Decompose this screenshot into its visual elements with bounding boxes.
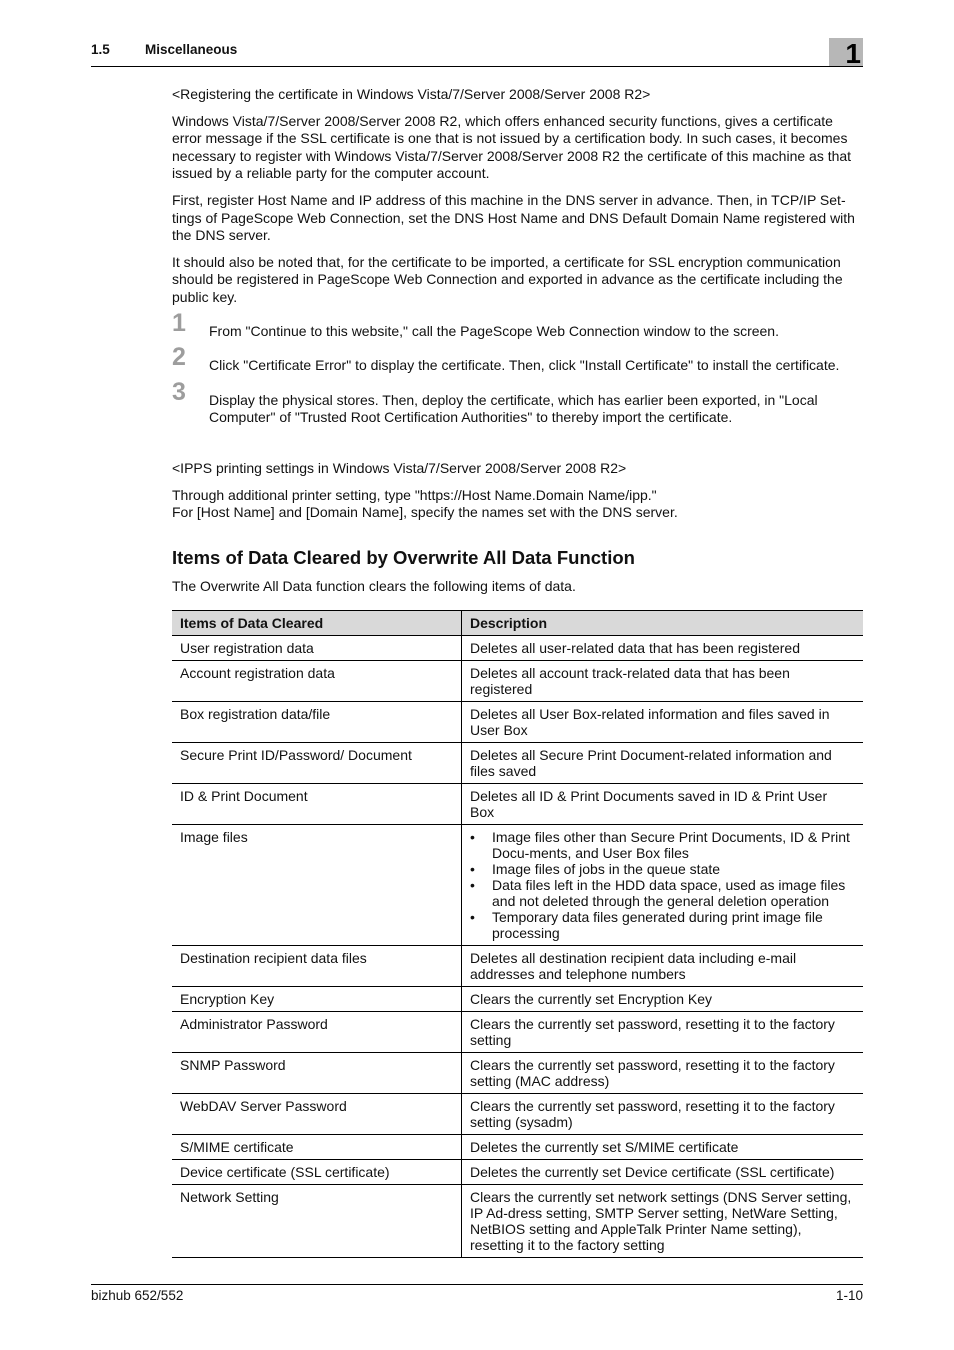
- description-cell: Clears the currently set password, resetting it to the factory setting (MAC address): [462, 1053, 864, 1094]
- table-row: [172, 825, 863, 946]
- item-cell: User registration data: [172, 636, 462, 661]
- bullet-list: [470, 829, 855, 941]
- overwrite-intro: The Overwrite All Data function clears the following items of data.: [172, 577, 576, 594]
- step-number: 3: [172, 377, 186, 406]
- item-cell: S/MIME certificate: [172, 1135, 462, 1160]
- step-text: From "Continue to this website," call the PageScope Web Connection window to the screen.: [209, 322, 779, 339]
- item-cell: SNMP Password: [172, 1053, 462, 1094]
- table-row: [172, 784, 863, 825]
- section-title: Miscellaneous: [145, 42, 238, 57]
- description-cell: [462, 825, 864, 946]
- bullet-text: Data files left in the HDD data space, used as image files and not deleted through the general deletion operation: [492, 877, 846, 910]
- model-name: bizhub 652/552: [91, 1288, 184, 1303]
- cert-heading: <Registering the certificate in Windows Vista/7/Server 2008/Server 2008 R2>: [172, 86, 651, 102]
- description-cell: Clears the currently set Encryption Key: [462, 987, 864, 1012]
- table-header-row: [172, 611, 863, 636]
- bullet-item: [470, 877, 855, 909]
- table-row: [172, 1185, 863, 1258]
- table-row: [172, 987, 863, 1012]
- step-1: [172, 308, 864, 341]
- table-row: [172, 946, 863, 987]
- page-header: [91, 40, 863, 67]
- item-cell: Image files: [172, 825, 462, 946]
- ipps-line-1: Through additional printer setting, type "https://Host Name.Domain Name/ipp.": [172, 486, 657, 503]
- description-cell: Deletes the currently set S/MIME certificate: [462, 1135, 864, 1160]
- description-cell: Deletes all destination recipient data including e-mail addresses and telephone numbers: [462, 946, 864, 987]
- bullet-icon: •: [470, 861, 475, 878]
- table-row: [172, 1012, 863, 1053]
- bullet-text: Image files of jobs in the queue state: [492, 861, 721, 878]
- description-cell: Clears the currently set network settings (DNS Server setting, IP Ad-dress setting, SMTP Server setting, NetWare Setting, NetBIOS setting and AppleTalk Printer Name setting), resetting it to the factory setting: [462, 1185, 864, 1258]
- bullet-icon: •: [470, 829, 475, 846]
- step-text: Click "Certificate Error" to display the certificate. Then, click "Install Certificate" to install the certificate.: [209, 357, 840, 374]
- description-cell: Clears the currently set password, resetting it to the factory setting: [462, 1012, 864, 1053]
- step-2: [172, 343, 864, 375]
- item-cell: Encryption Key: [172, 987, 462, 1012]
- table-row: [172, 702, 863, 743]
- item-cell: Destination recipient data files: [172, 946, 462, 987]
- data-cleared-table: [172, 610, 863, 1258]
- table-row: [172, 1053, 863, 1094]
- item-cell: ID & Print Document: [172, 784, 462, 825]
- item-cell: Network Setting: [172, 1185, 462, 1258]
- description-cell: Deletes all ID & Print Documents saved in ID & Print User Box: [462, 784, 864, 825]
- item-cell: Account registration data: [172, 661, 462, 702]
- column-header-items: Items of Data Cleared: [172, 611, 462, 636]
- step-number: 2: [172, 343, 186, 372]
- ipps-heading: <IPPS printing settings in Windows Vista/7/Server 2008/Server 2008 R2>: [172, 459, 627, 476]
- table-row: [172, 1160, 863, 1185]
- ipps-line-2: For [Host Name] and [Domain Name], specify the names set with the DNS server.: [172, 504, 678, 521]
- table-row: [172, 1135, 863, 1160]
- description-cell: Deletes all user-related data that has been registered: [462, 636, 864, 661]
- intro-paragraph-1: Windows Vista/7/Server 2008/Server 2008 R2, which offers enhanced security functions, gives a certificate error message if the SSL certificate is one that is not issued by a certification body. In such cases, it becomes necessary to register with Windows Vista/7/Server 2008/Server 2008 R2 the certificate of this machine as that issued by a reliable party for the computer account.: [172, 112, 852, 182]
- table-row: [172, 636, 863, 661]
- bullet-item: [470, 909, 855, 941]
- item-cell: Secure Print ID/Password/ Document: [172, 743, 462, 784]
- description-cell: Deletes all account track-related data that has been registered: [462, 661, 864, 702]
- bullet-item: [470, 829, 855, 861]
- table-row: [172, 1094, 863, 1135]
- column-header-description: Description: [462, 611, 864, 636]
- table-row: [172, 661, 863, 702]
- description-cell: Deletes the currently set Device certificate (SSL certificate): [462, 1160, 864, 1185]
- section-number: 1.5: [91, 42, 110, 57]
- item-cell: Administrator Password: [172, 1012, 462, 1053]
- step-number: 1: [172, 308, 186, 337]
- overwrite-section-title: Items of Data Cleared by Overwrite All Data Function: [172, 546, 635, 568]
- bullet-icon: •: [470, 909, 475, 926]
- step-text: Display the physical stores. Then, deploy the certificate, which has earlier been exported, in "Local Computer" of "Trusted Root Certification Authorities" to thereby import the certificate.: [209, 391, 818, 426]
- description-cell: Deletes all User Box-related information and files saved in User Box: [462, 702, 864, 743]
- bullet-icon: •: [470, 877, 475, 894]
- chapter-badge: 1: [829, 38, 863, 66]
- page-number: 1-10: [835, 1288, 863, 1303]
- ipps-text: [172, 487, 864, 522]
- description-cell: Clears the currently set password, resetting it to the factory setting (sysadm): [462, 1094, 864, 1135]
- bullet-item: [470, 861, 855, 877]
- step-3: [172, 377, 864, 427]
- page-footer: [91, 1284, 863, 1305]
- bullet-text: Image files other than Secure Print Documents, ID & Print Docu-ments, and User Box files: [492, 829, 850, 862]
- description-cell: Deletes all Secure Print Document-related information and files saved: [462, 743, 864, 784]
- bullet-text: Temporary data files generated during print image file processing: [492, 909, 823, 942]
- item-cell: Device certificate (SSL certificate): [172, 1160, 462, 1185]
- intro-paragraph-3: It should also be noted that, for the certificate to be imported, a certificate for SSL encryption communication should be registered in PageScope Web Connection and exported in advance as the certificate including the public key.: [172, 253, 843, 305]
- item-cell: WebDAV Server Password: [172, 1094, 462, 1135]
- main-content: [172, 86, 864, 1258]
- table-row: [172, 743, 863, 784]
- intro-paragraph-2: First, register Host Name and IP address of this machine in the DNS server in advance. Then, in TCP/IP Set-tings of PageScope Web Connection, set the DNS Host Name and DNS Default Domain Name registered with the DNS server.: [172, 191, 855, 244]
- item-cell: Box registration data/file: [172, 702, 462, 743]
